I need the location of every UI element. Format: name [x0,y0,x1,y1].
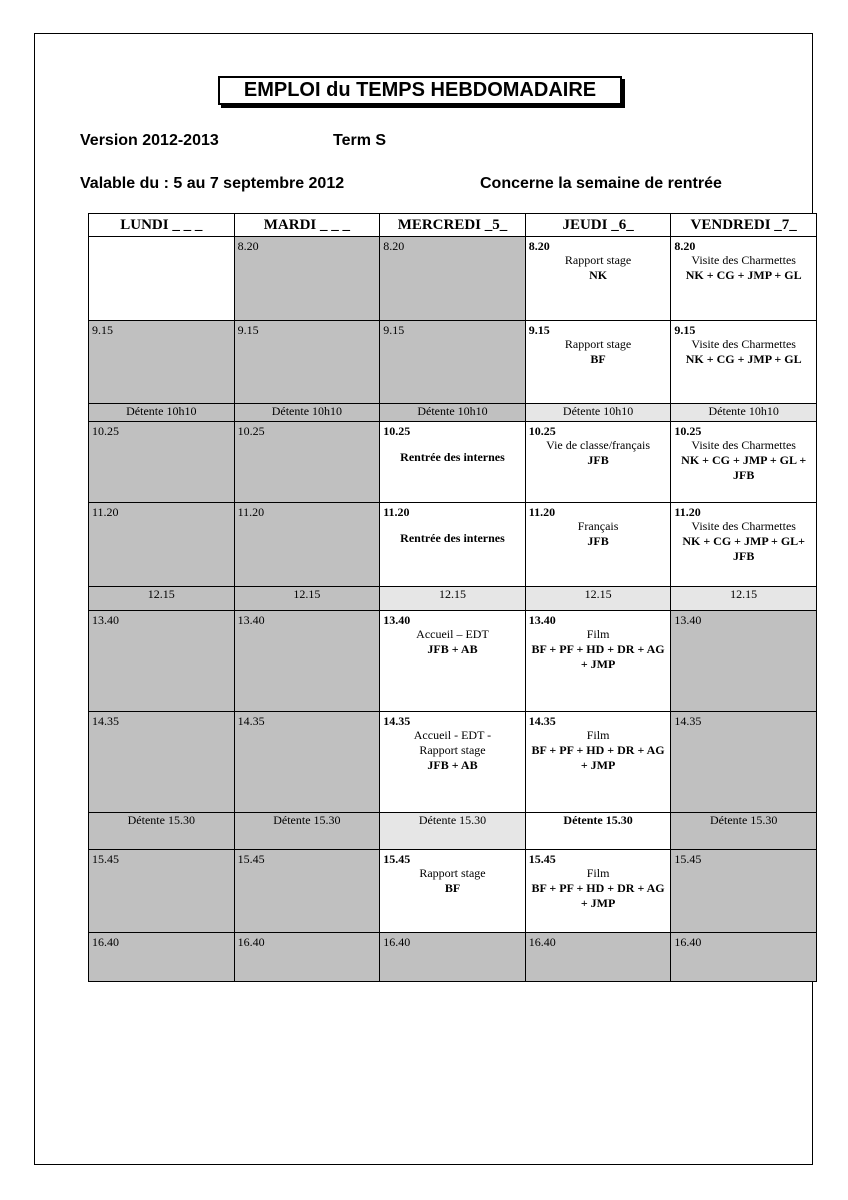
slot-row-1120 [89,503,817,587]
cell-jeudi-0915 [525,321,671,404]
cell-mardi-1640 [234,933,380,982]
slot-time: 16.40 [92,935,119,949]
slot-row-1025 [89,422,817,503]
break-cell-jeudi: Détente 15.30 [525,813,671,850]
slot-time: 9.15 [674,323,696,337]
course-label: Rapport stage [564,253,632,267]
cell-mercredi-0915 [380,321,526,404]
cell-jeudi-1025 [525,422,671,503]
cell-vendredi-1120 [671,503,817,587]
lunch-cell-vendredi: 12.15 [671,587,817,611]
cell-mardi-1120 [234,503,380,587]
slot-row-1435 [89,712,817,813]
slot-time: 13.40 [674,613,702,627]
slot-time: 9.15 [383,323,405,337]
course-label: Visite des Charmettes [691,438,796,452]
cell-jeudi-1545 [525,850,671,933]
lunch-row-1215 [89,587,817,611]
slot-time: 9.15 [237,323,259,337]
cell-mercredi-0820 [380,237,526,321]
break-cell-lundi: Détente 15.30 [89,813,235,850]
cell-vendredi-1545 [671,850,817,933]
cell-mardi-1340 [234,611,380,712]
course-label: Rapport stage [419,866,486,880]
concerns-label: Concerne la semaine de rentrée [480,175,722,192]
cell-lundi-1120 [89,503,235,587]
slot-time: 13.40 [237,613,265,627]
cell-vendredi-1640 [671,933,817,982]
cell-jeudi-1640 [525,933,671,982]
course-label: Film [586,627,610,641]
teachers-label: NK + CG + JMP + GL [685,352,802,366]
teachers-label: JFB + AB [427,758,478,772]
break-cell-vendredi: Détente 15.30 [671,813,817,850]
teachers-label: JFB [587,534,609,548]
break-cell-mardi: Détente 15.30 [234,813,380,850]
lunch-cell-mardi: 12.15 [234,587,380,611]
teachers-label: JFB [587,453,609,467]
slot-time: 13.40 [92,613,119,627]
day-header-vendredi: VENDREDI _7_ [671,214,817,237]
slot-time: 11.20 [92,505,119,519]
cell-vendredi-1435 [671,712,817,813]
slot-time: 15.45 [383,852,411,866]
course-label: Accueil - EDT - Rapport stage [413,728,492,757]
slot-time: 10.25 [237,424,265,438]
cell-lundi-0915 [89,321,235,404]
day-header-row [89,214,817,237]
cell-mercredi-1025 [380,422,526,503]
cell-vendredi-0820 [671,237,817,321]
teachers-label: BF + PF + HD + DR + AG + JMP [531,743,665,772]
document-title: EMPLOI du TEMPS HEBDOMADAIRE [218,76,622,105]
lunch-cell-lundi: 12.15 [89,587,235,611]
teachers-label: BF [590,352,606,366]
slot-time: 11.20 [383,505,410,519]
cell-mardi-0915 [234,321,380,404]
cell-lundi-0820 [89,237,235,321]
slot-time: 14.35 [383,714,411,728]
slot-time: 10.25 [92,424,119,438]
slot-time: 10.25 [674,424,702,438]
course-label: Film [586,866,610,880]
day-header-lundi: LUNDI _ _ _ [89,214,235,237]
lunch-cell-mercredi: 12.15 [380,587,526,611]
cell-jeudi-1120 [525,503,671,587]
course-label: Accueil – EDT [416,627,489,641]
course-label: Français [577,519,619,533]
slot-time: 15.45 [92,852,119,866]
slot-time: 14.35 [237,714,265,728]
cell-mercredi-1120 [380,503,526,587]
break-cell-jeudi: Détente 10h10 [525,404,671,422]
slot-time: 9.15 [528,323,550,337]
teachers-label: NK + CG + JMP + GL + JFB [681,453,807,482]
course-label: Film [586,728,610,742]
break-cell-mardi: Détente 10h10 [234,404,380,422]
validity-label: Valable du : 5 au 7 septembre 2012 [80,175,345,192]
cell-mardi-1025 [234,422,380,503]
slot-time: 14.35 [92,714,119,728]
slot-time: 16.40 [237,935,265,949]
slot-time: 8.20 [528,239,550,253]
day-header-mardi: MARDI _ _ _ [234,214,380,237]
slot-time: 10.25 [383,424,411,438]
course-label: Rentrée des internes [400,450,505,464]
slot-time: 14.35 [674,714,702,728]
cell-mercredi-1640 [380,933,526,982]
cell-lundi-1545 [89,850,235,933]
slot-time: 8.20 [237,239,259,253]
course-label: Vie de classe/français [546,438,651,452]
version-label: Version 2012-2013 [80,132,219,149]
break-cell-mercredi: Détente 10h10 [380,404,526,422]
cell-jeudi-0820 [525,237,671,321]
teachers-label: BF + PF + HD + DR + AG + JMP [531,642,665,671]
cell-lundi-1435 [89,712,235,813]
break-cell-vendredi: Détente 10h10 [671,404,817,422]
cell-mercredi-1435 [380,712,526,813]
cell-vendredi-1025 [671,422,817,503]
slot-time: 8.20 [674,239,696,253]
slot-time: 16.40 [528,935,556,949]
break-cell-mercredi: Détente 15.30 [380,813,526,850]
slot-time: 16.40 [383,935,411,949]
slot-time: 16.40 [674,935,702,949]
slot-row-0915 [89,321,817,404]
course-label: Rentrée des internes [400,531,505,545]
course-label: Visite des Charmettes [691,253,796,267]
slot-row-1545 [89,850,817,933]
slot-time: 13.40 [383,613,411,627]
slot-time: 15.45 [674,852,702,866]
slot-time: 11.20 [674,505,701,519]
cell-lundi-1025 [89,422,235,503]
timetable [88,213,817,982]
break-row-1530 [89,813,817,850]
cell-vendredi-0915 [671,321,817,404]
teachers-label: JFB + AB [427,642,478,656]
teachers-label: BF + PF + HD + DR + AG + JMP [531,881,665,910]
slot-time: 8.20 [383,239,405,253]
teachers-label: NK + CG + JMP + GL+ JFB [682,534,806,563]
slot-time: 9.15 [92,323,113,337]
teachers-label: BF [444,881,461,895]
teachers-label: NK + CG + JMP + GL [685,268,802,282]
slot-time: 15.45 [237,852,265,866]
break-cell-lundi: Détente 10h10 [89,404,235,422]
cell-vendredi-1340 [671,611,817,712]
cell-lundi-1640 [89,933,235,982]
slot-time: 14.35 [528,714,556,728]
cell-jeudi-1340 [525,611,671,712]
slot-row-1640 [89,933,817,982]
course-label: Visite des Charmettes [691,337,796,351]
cell-mardi-1545 [234,850,380,933]
cell-mardi-1435 [234,712,380,813]
lunch-cell-jeudi: 12.15 [525,587,671,611]
teachers-label: NK [589,268,608,282]
slot-time: 11.20 [237,505,265,519]
cell-lundi-1340 [89,611,235,712]
slot-row-1340 [89,611,817,712]
cell-mercredi-1545 [380,850,526,933]
slot-time: 15.45 [528,852,556,866]
course-label: Rapport stage [564,337,632,351]
slot-row-0820 [89,237,817,321]
break-row-1010 [89,404,817,422]
day-header-mercredi: MERCREDI _5_ [380,214,526,237]
class-label: Term S [333,132,387,149]
cell-jeudi-1435 [525,712,671,813]
cell-mardi-0820 [234,237,380,321]
slot-time: 11.20 [528,505,556,519]
slot-time: 10.25 [528,424,556,438]
course-label: Visite des Charmettes [691,519,796,533]
cell-mercredi-1340 [380,611,526,712]
slot-time: 13.40 [528,613,556,627]
day-header-jeudi: JEUDI _6_ [525,214,671,237]
